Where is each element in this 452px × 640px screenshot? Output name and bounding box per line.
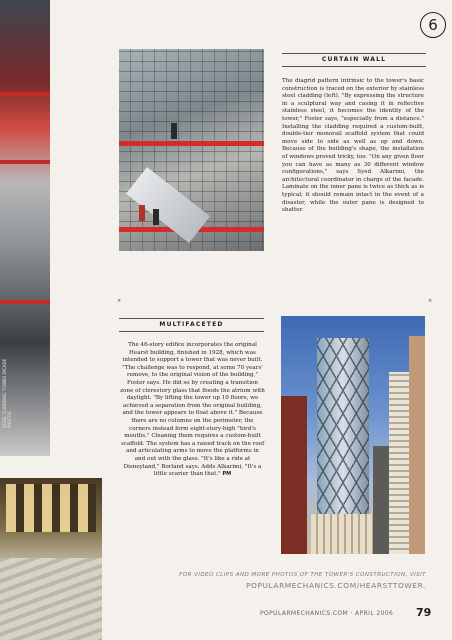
curtain-wall-heading: CURTAIN WALL [321,56,387,63]
diagrid-tower [317,338,369,528]
photo-strip-caption: STEEL CLADDING, TOWER FACADE PHOTOS [2,358,12,428]
multifaceted-heading: MULTIFACETED [159,321,224,328]
heading-rule-top [282,53,426,54]
worker-figure [139,205,145,221]
heading-rule-top [119,318,264,319]
red-scaffold-rail [119,141,264,146]
folio-line: POPULARMECHANICS.COM · APRIL 2006 [260,610,394,617]
corner-mark: × [428,298,433,304]
multifaceted-body-text: The 46-story edifice incorporates the original Hearst building, finished in 1928, which was intended to support a tower that was never built. "The challenge was to respond, at some 70 years' remove, to the original vision of the building," Foster says. He did so by creating a transition zone of clerestory glass that floods the atrium with daylight. "By lifting the tower up 10 floors, we achieved a separation from the original building, and the tower appears to float above it." Because there are no columns on the perimeter, the corners instead form eight-story-high "bird's mouths." Cleaning them requires a custom-built scaffold. The system has a raised track on the roof and articulating arms to move the platforms in and out with the glass. "It's like a ride at Disneyland," Borland says. Adds Alkarimi, "It's a little scarier than that." [120,342,265,478]
red-beam [0,300,50,304]
heading-rule-bottom [282,66,426,67]
handwritten-page-marker: 6 [420,12,446,38]
worker-figure [171,123,177,139]
red-beam [0,160,50,164]
end-mark: PM [222,471,232,478]
neighbor-building [373,446,389,554]
promo-url[interactable]: POPULARMECHANICS.COM/HEARSTTOWER. [245,581,426,590]
worker-figure [153,209,159,225]
hearst-tower-photo [281,316,425,554]
original-hearst-base [311,514,373,554]
neighbor-building [409,336,425,554]
steel-cladding-photo [0,0,50,456]
scaffold-workers-photo [119,49,264,251]
curtain-wall-body: The diagrid pattern intrinsic to the tower's basic construction is traced on the exterior by stainless steel cladding (left). "By expressing the structure in a sculptural way and casing it in reflective stainless steel, it becomes the identity of the tower," Foster says, "especially from a distance." Installing the cladding required a custom-built, double-tier monorail scaffold system that could move side to side as well as up and down. Because of the building's shape, the installation of windows proved tricky, too. "On any given floor you can have as many as 30 different window configurations," says Syed Alkarimi, the architectural coordinator in charge of the facade. Laminate on the inner pane is twice as thick as is typical; it should remain intact in the event of a disaster, while the outer pane is designed to shatter. [282,78,424,214]
corner-mark: × [117,298,122,304]
red-beam [0,92,50,96]
diagrid-lattice [317,338,369,528]
heading-rule-bottom [119,331,264,332]
atrium-floor [0,558,102,640]
neighbor-building [281,396,307,554]
multifaceted-body [120,342,265,479]
atrium-interior-photo [0,478,102,640]
lit-windows [6,484,96,532]
page-number: 79 [416,606,432,619]
neighbor-building [389,372,409,554]
video-promo-text: FOR VIDEO CLIPS AND MORE PHOTOS OF THE TOWER'S CONSTRUCTION, VISIT [179,572,426,578]
